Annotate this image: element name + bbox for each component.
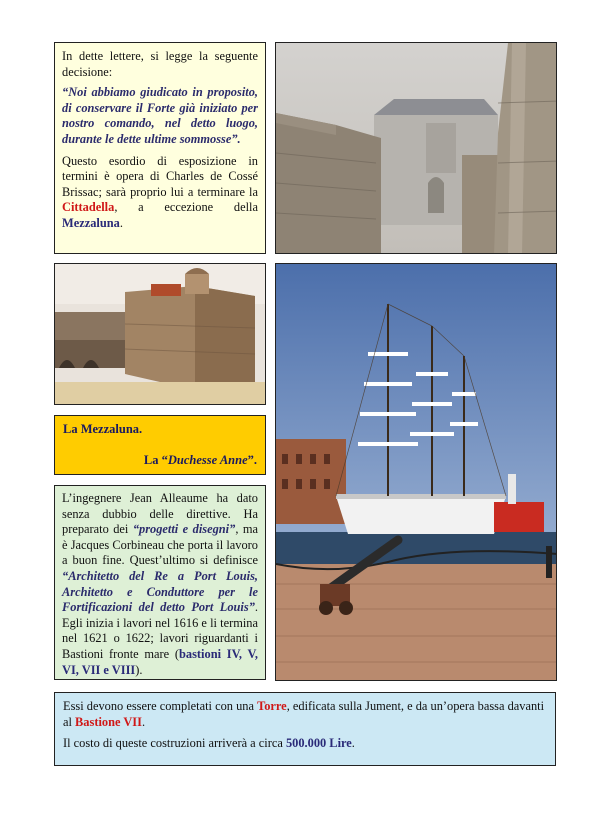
bastione-vii-term: Bastione VII <box>75 714 142 729</box>
alleaume-corbineau-text-box <box>54 485 266 680</box>
cosse-brissac-paragraph: Questo esordio di esposizione in termini è opera di Charles de Cossé Brissac; sarà proprio lui a terminare la Cittadella, a eccezione della Mezzaluna. <box>62 153 258 230</box>
photo-captions-box <box>54 415 266 475</box>
mezzaluna-term: Mezzaluna <box>62 215 120 230</box>
progetti-quote: “progetti e disegni” <box>132 522 236 537</box>
mezzaluna-photo <box>54 263 266 405</box>
cittadella-term: Cittadella <box>62 200 115 215</box>
cost-paragraph: Il costo di queste costruzioni arriverà a circa 500.000 Lire. <box>63 736 355 751</box>
fort-gate-photo <box>275 42 557 254</box>
ship-name: Duchesse Anne <box>167 452 248 467</box>
cost-amount: 500.000 Lire <box>285 736 352 751</box>
torre-paragraph: Essi devono essere completati con una Torre, edificata sulla Jument, e da un’opera bassa davanti al Bastione VII. <box>63 699 545 729</box>
mezzaluna-caption: La Mezzaluna. <box>63 422 143 436</box>
architetto-quote: “Architetto del Re a Port Louis, Architetto e Conduttore per le Fortificazioni del detto Port Louis” <box>62 568 258 615</box>
corbineau-paragraph: L’ingegnere Jean Alleaume ha dato senza dubbio delle direttive. Ha preparato dei “progetti e disegni”, ma è Jacques Corbineau che porta il lavoro a buon fine. Quest’ultimo si definisce “Architetto del Re a Port Louis, Architetto e Conduttore per le Fortificazioni del detto Port Louis”. Egli inizia i lavori nel 1616 e li termina nel 1621 o 1622; lavori riguardanti i Bastioni fronte mare (bastioni IV, V, VI, VII e VIII). <box>62 491 258 677</box>
bastioni-list: bastioni IV, V, VI, VII e VIII <box>62 646 258 677</box>
royal-quote: “Noi abbiamo giudicato in proposito, di conservare il Forte già iniziato per nostro comando, nel detto luogo, durante le dette ultime sommosse”. <box>62 85 258 146</box>
intro-text-box <box>54 42 266 254</box>
intro-line: In dette lettere, si legge la seguente decisione: <box>62 49 258 79</box>
torre-cost-text-box <box>54 692 556 766</box>
ship-caption: La “Duchesse Anne”. <box>143 452 257 467</box>
torre-term: Torre <box>257 699 287 713</box>
tall-ship-photo <box>275 263 557 681</box>
